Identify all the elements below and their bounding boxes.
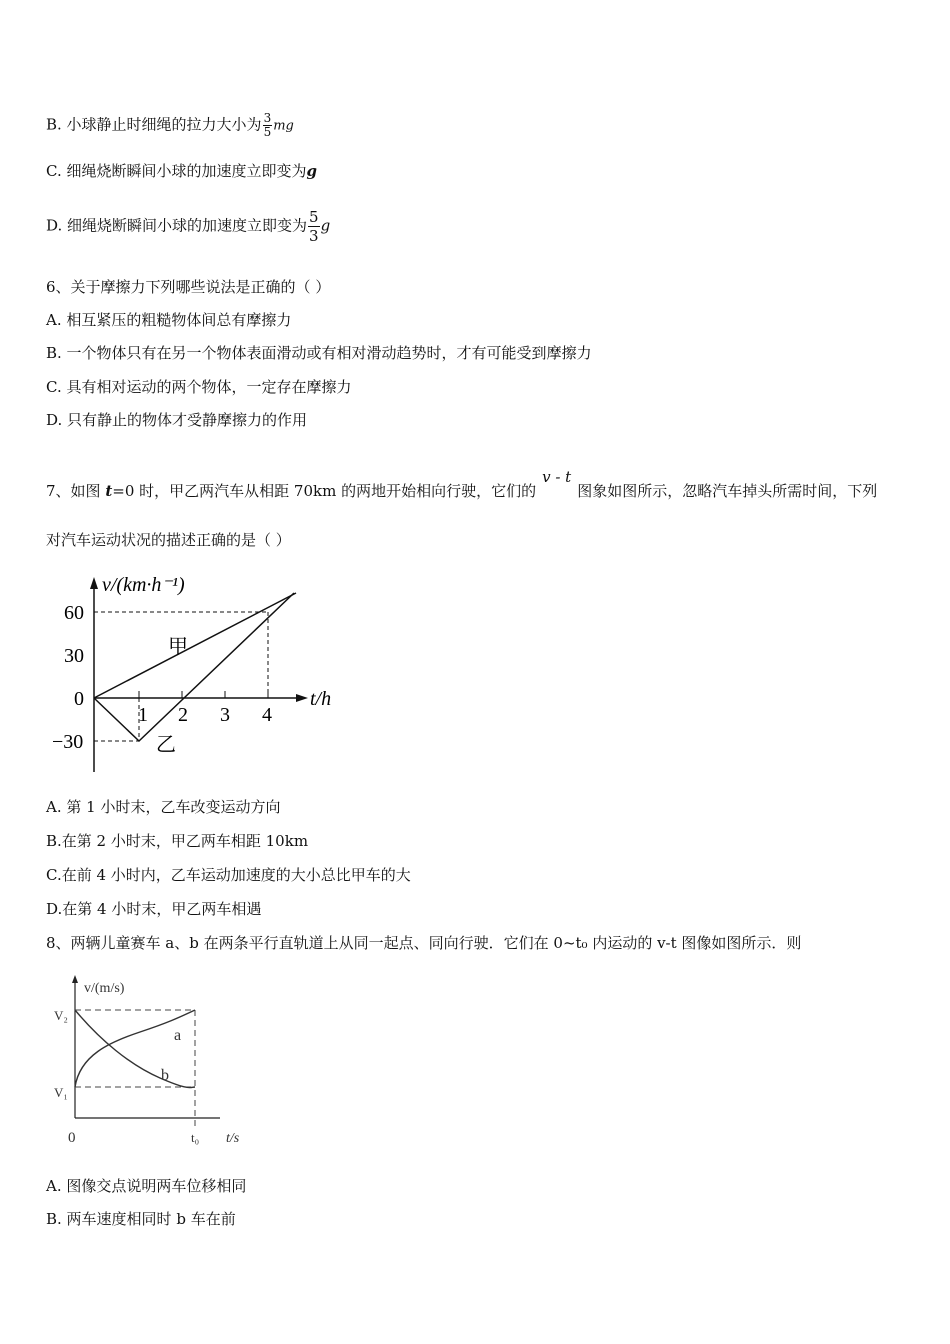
q8-label-a: a (174, 1027, 182, 1044)
q7-option-c: C.在前 4 小时内，乙车运动加速度的大小总比甲车的大 (46, 866, 411, 884)
q6-option-a: A. 相互紧压的粗糙物体间总有摩擦力 (46, 311, 292, 329)
q7-option-b: B.在第 2 小时末，甲乙两车相距 10km (46, 832, 309, 850)
q7-stem (46, 468, 878, 501)
q7-xlabel: t/h (310, 688, 332, 710)
q8-option-b: B. 两车速度相同时 b 车在前 (46, 1210, 236, 1228)
q7-y-arrow (90, 577, 98, 589)
q7-stem-t: t (105, 482, 113, 500)
q7-ylabel: v/(km·h⁻¹) (102, 574, 185, 596)
q5-option-b-text: B. 小球静止时细绳的拉力大小为 (46, 115, 262, 134)
q8-curve-b (75, 1010, 195, 1088)
q7-xtick-2: 2 (178, 704, 188, 726)
q7-label-jia: 甲 (168, 636, 188, 658)
q7-ytick-30: 30 (64, 645, 84, 667)
q6-option-b: B. 一个物体只有在另一个物体表面滑动或有相对滑动趋势时，才有可能受到摩擦力 (46, 344, 592, 362)
q7-option-a: A. 第 1 小时末，乙车改变运动方向 (46, 798, 281, 816)
q8-vt-graph (50, 970, 280, 1150)
q5-option-c-text: C. 细绳烧断瞬间小球的加速度立即变为 (46, 162, 307, 180)
q7-stem-part1: 7、如图 (46, 482, 106, 500)
q7-stem-part2: =0 时，甲乙两汽车从相距 70km 的两地开始相向行驶，它们的 (112, 482, 537, 500)
q6-option-c: C. 具有相对运动的两个物体，一定存在摩擦力 (46, 378, 352, 396)
q7-vt-graph (46, 565, 346, 780)
q8-option-a: A. 图像交点说明两车位移相同 (46, 1177, 247, 1195)
q8-y-arrow (72, 975, 78, 983)
q7-x-arrow (296, 694, 308, 702)
q7-label-yi: 乙 (156, 734, 176, 756)
q7-xtick-3: 3 (220, 704, 230, 726)
q7-ytick-60: 60 (64, 602, 84, 624)
q5-option-b (46, 112, 294, 139)
q5-option-c (46, 161, 317, 181)
q5-option-d (46, 208, 330, 245)
q8-label-v1: V₁ (54, 1085, 68, 1100)
q7-option-d: D.在第 4 小时末，甲乙两车相遇 (46, 900, 262, 918)
q5-option-d-fraction: $\frac{5}{3}$ (309, 208, 319, 245)
q7-stem-part3: 图象如图所示，忽略汽车掉头所需时间，下列 (577, 482, 878, 500)
q5-option-c-unit: g (306, 162, 317, 180)
q8-label-origin: 0 (68, 1130, 76, 1146)
q7-ytick-0: 0 (74, 688, 84, 710)
q8-label-v2: V₂ (54, 1008, 68, 1023)
q7-ytick-minus30: −30 (52, 731, 84, 753)
q6-option-d: D. 只有静止的物体才受静摩擦力的作用 (46, 411, 308, 429)
q7-xtick-4: 4 (262, 704, 272, 726)
q7-xtick-1: 1 (138, 704, 148, 726)
q8-label-t0: t₀ (191, 1130, 200, 1145)
q7-stem-line2: 对汽车运动状况的描述正确的是（ ） (46, 531, 291, 549)
q6-stem: 6、关于摩擦力下列哪些说法是正确的（ ） (46, 278, 331, 296)
q8-curve-a (75, 1010, 195, 1087)
q8-label-b: b (161, 1067, 169, 1084)
q5-option-d-text: D. 细绳烧断瞬间小球的加速度立即变为 (46, 216, 308, 235)
q7-series-jia (94, 593, 296, 698)
q5-option-b-fraction: $\frac{3}{5}$ (263, 111, 272, 139)
q7-stem-vt: v - t (542, 468, 572, 486)
q5-option-b-unit: mg (273, 118, 294, 134)
q8-ylabel: v/(m/s) (84, 981, 125, 996)
q8-xlabel: t/s (226, 1131, 240, 1146)
q8-stem: 8、两辆儿童赛车 a、b 在两条平行直轨道上从同一起点、同向行驶．它们在 0~t₀ 内运动的 v-t 图像如图所示．则 (46, 934, 802, 952)
q5-option-d-unit: g (320, 216, 331, 235)
